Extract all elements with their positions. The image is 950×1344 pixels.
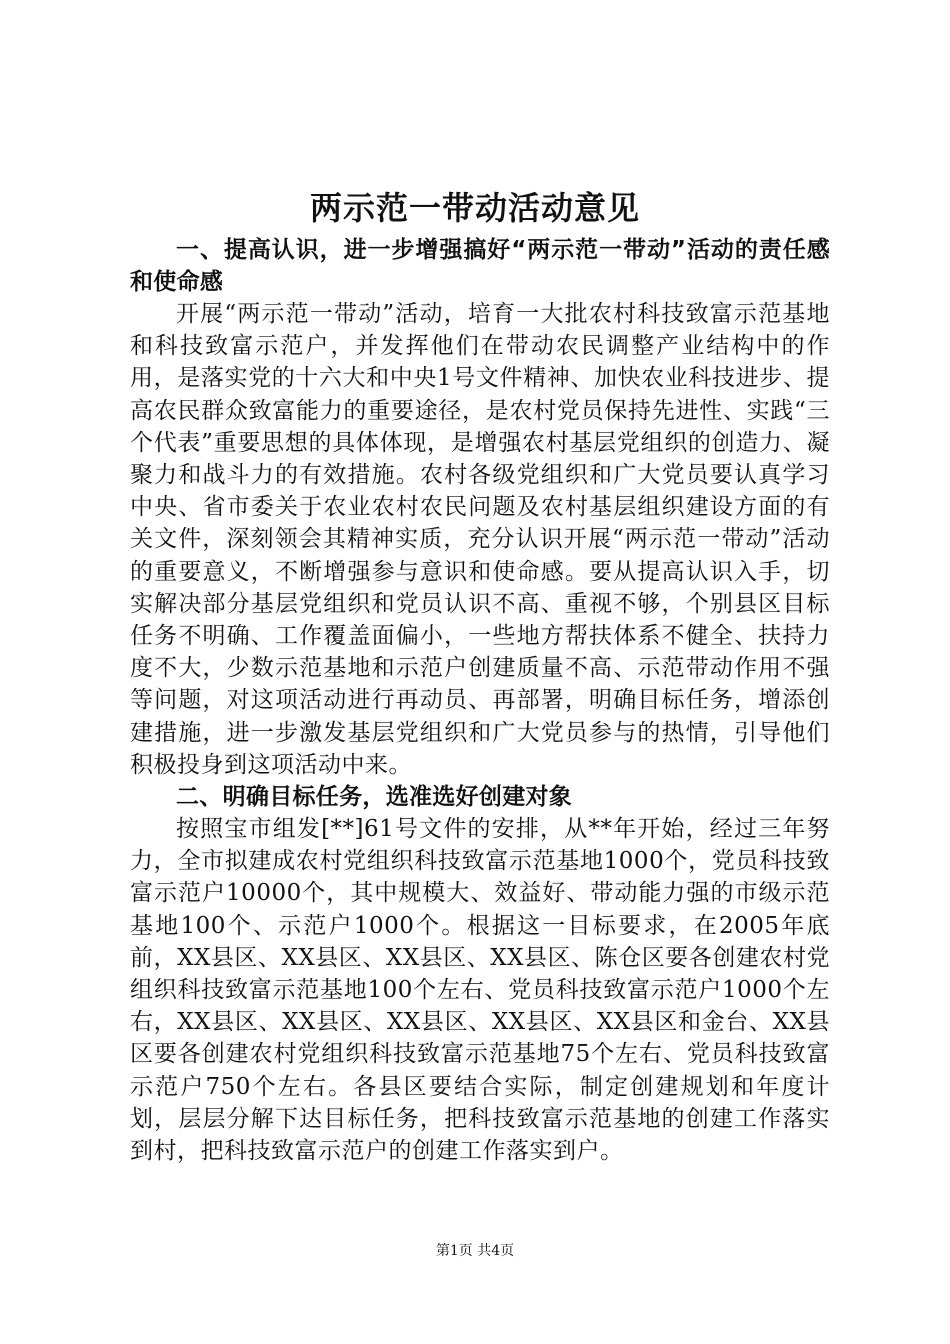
document-title: 两示范一带动活动意见 (309, 189, 640, 227)
document-body (130, 234, 830, 1167)
section-1-heading: 一、提高认识，进一步增强搞好“两示范一带动”活动的责任感和使命感 (130, 237, 830, 295)
section-1-paragraph: 开展“两示范一带动”活动，培育一大批农村科技致富示范基地和科技致富示范户，并发挥他们在带动农民调整产业结构中的作用，是落实党的十六大和中央1号文件精神、加快农业科技进步、提高农民群众致富能力的重要途径，是农村党员保持先进性、实践“三个代表”重要思想的具体体现，是增强农村基层党组织的创造力、凝聚力和战斗力的有效措施。农村各级党组织和广大党员要认真学习中央、省市委关于农业农村农民问题及农村基层组织建设方面的有关文件，深刻领会其精神实质，充分认识开展“两示范一带动”活动的重要意义，不断增强参与意识和使命感。要从提高认识入手，切实解决部分基层党组织和党员认识不高、重视不够，个别县区目标任务不明确、工作覆盖面偏小，一些地方帮扶体系不健全、扶持力度不大，少数示范基地和示范户创建质量不高、示范带动作用不强等问题，对这项活动进行再动员、再部署，明确目标任务，增添创建措施，进一步激发基层党组织和广大党员参与的热情，引导他们积极投身到这项活动中来。 (130, 301, 830, 778)
section-2-paragraph: 按照宝市组发[**]61号文件的安排，从**年开始，经过三年努力，全市拟建成农村党组织科技致富示范基地1000个，党员科技致富示范户10000个，其中规模大、效益好、带动能力强的市级示范基地100个、示范户1000个。根据这一目标要求，在2005年底前，XX县区、XX县区、XX县区、XX县区、陈仓区要各创建农村党组织科技致富示范基地100个左右、党员科技致富示范户1000个左右，XX县区、XX县区、XX县区、XX县区、XX县区和金台、XX县区要各创建农村党组织科技致富示范基地75个左右、党员科技致富示范户750个左右。各县区要结合实际，制定创建规划和年度计划，层层分解下达目标任务，把科技致富示范基地的创建工作落实到村，把科技致富示范户的创建工作落实到户。 (130, 816, 830, 1165)
page-number-footer: 第1页 共4页 (435, 1243, 515, 1259)
section-2-heading: 二、明确目标任务，选准选好创建对象 (176, 784, 573, 811)
